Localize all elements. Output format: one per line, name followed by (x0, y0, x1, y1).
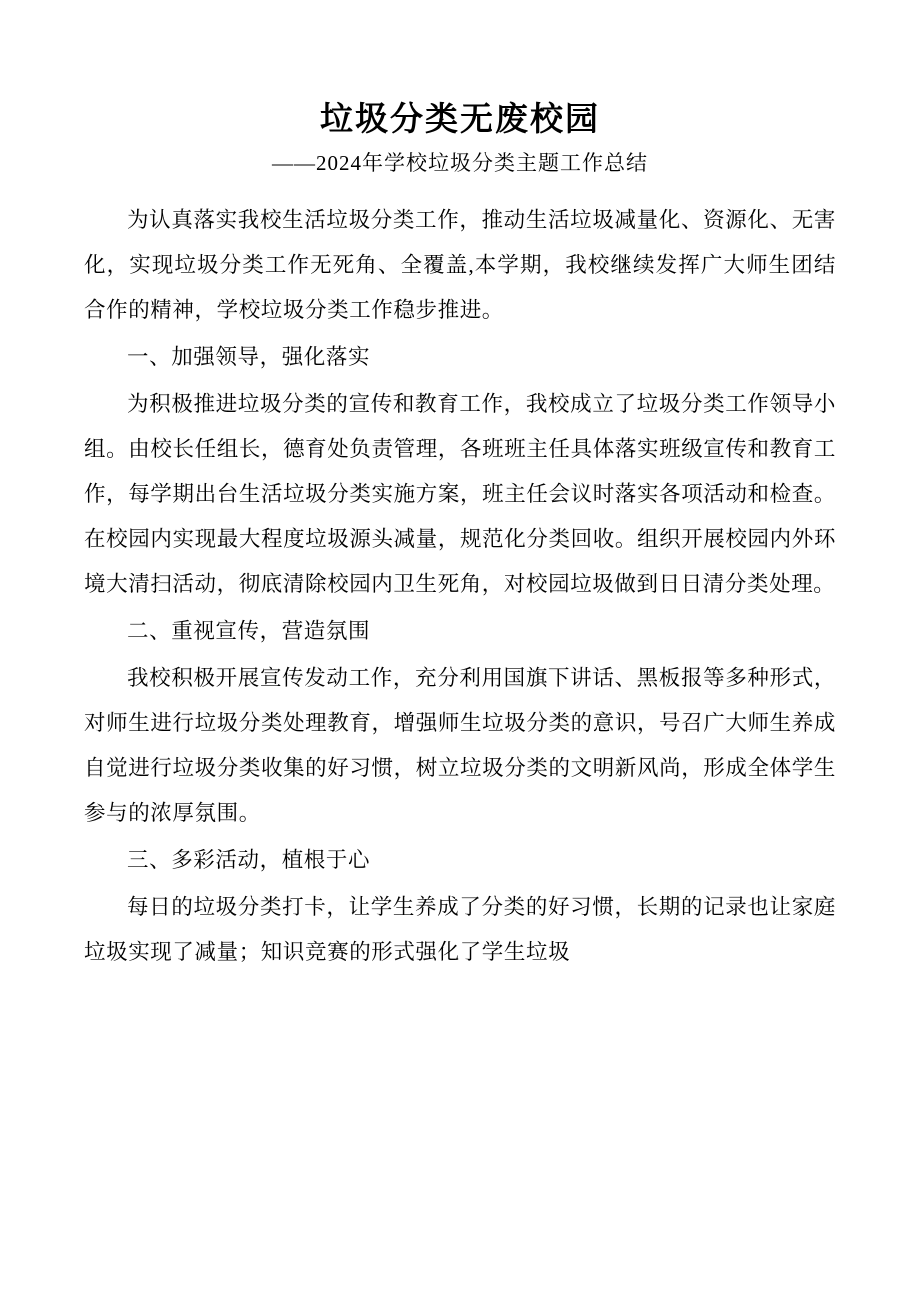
section-heading-3: 三、多彩活动，植根于心 (127, 847, 371, 872)
page-title: 垃圾分类无废校园 (320, 100, 600, 137)
section-heading-2: 二、重视宣传，营造氛围 (127, 618, 371, 643)
paragraph-intro: 为认真落实我校生活垃圾分类工作，推动生活垃圾减量化、资源化、无害化，实现垃圾分类工作无死角、全覆盖,本学期，我校继续发挥广大师生团结合作的精神，学校垃圾分类工作稳步推进。 (84, 207, 836, 322)
paragraph-section-3: 每日的垃圾分类打卡，让学生养成了分类的好习惯，长期的记录也让家庭垃圾实现了减量；知识竞赛的形式强化了学生垃圾 (84, 894, 836, 964)
page-subtitle: ——2024年学校垃圾分类主题工作总结 (272, 151, 648, 176)
paragraph-section-2: 我校积极开展宣传发动工作，充分利用国旗下讲话、黑板报等多种形式，对师生进行垃圾分类处理教育，增强师生垃圾分类的意识，号召广大师生养成自觉进行垃圾分类收集的好习惯，树立垃圾分类的文明新风尚，形成全体学生参与的浓厚氛围。 (84, 665, 836, 825)
paragraph-section-1: 为积极推进垃圾分类的宣传和教育工作，我校成立了垃圾分类工作领导小组。由校长任组长，德育处负责管理，各班班主任具体落实班级宣传和教育工作，每学期出台生活垃圾分类实施方案，班主任会议时落实各项活动和检查。在校园内实现最大程度垃圾源头减量，规范化分类回收。组织开展校园内外环境大清扫活动，彻底清除校园内卫生死角，对校园垃圾做到日日清分类处理。 (84, 391, 836, 596)
section-heading-1: 一、加强领导，强化落实 (127, 344, 371, 369)
